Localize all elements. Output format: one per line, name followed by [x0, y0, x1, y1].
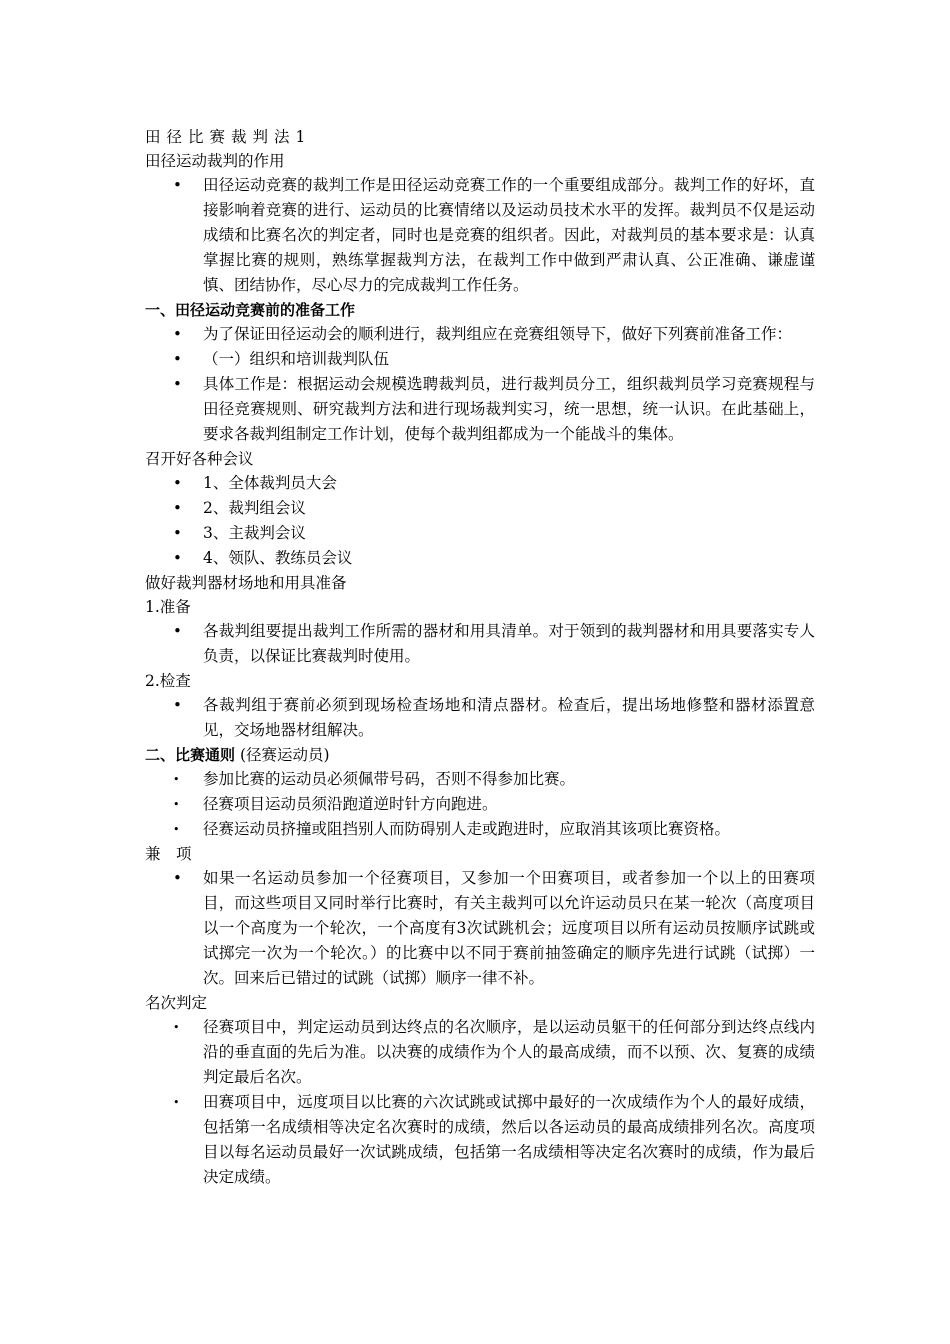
bullet-icon: •	[173, 1021, 180, 1034]
section-heading-note: (径赛运动员)	[235, 746, 330, 764]
bullet-icon: •	[173, 176, 182, 194]
list-item-text: 径赛项目运动员须沿跑道逆时针方向跑进。	[203, 795, 498, 813]
list-item-text: 各裁判组要提出裁判工作所需的器材和用具清单。对于领到的裁判器材和用具要落实专人负责，以保证比赛裁判时使用。	[203, 622, 815, 665]
list-item-text: 1、全体裁判员大会	[203, 474, 337, 492]
list-item-text: 田径运动竞赛的裁判工作是田径运动竞赛工作的一个重要组成部分。裁判工作的好坏，直接影响着竞赛的进行、运动员的比赛情绪以及运动员技术水平的发挥。裁判员不仅是运动成绩和比赛名次的判定者，同时也是竞赛的组织者。因此，对裁判员的基本要求是：认真掌握比赛的规则，熟练掌握裁判方法，在裁判工作中做到严肃认真、公正准确、谦虚谨慎、团结协作，尽心尽力的完成裁判工作任务。	[203, 176, 815, 294]
bullet-icon: •	[173, 499, 182, 517]
bullet-list	[145, 693, 815, 743]
list-item-text: 2、裁判组会议	[203, 499, 306, 517]
list-item	[145, 1015, 815, 1090]
list-item	[145, 471, 815, 496]
list-item-text: 径赛项目中，判定运动员到达终点的名次顺序，是以运动员躯干的任何部分到达终点线内沿的垂直面的先后为准。以决赛的成绩作为个人的最高成绩，而不以预、次、复赛的成绩判定最后名次。	[203, 1018, 815, 1086]
bullet-icon: •	[173, 798, 180, 811]
bullet-icon: •	[173, 524, 182, 542]
list-item-text: 为了保证田径运动会的顺利进行，裁判组应在竞赛组领导下，做好下列赛前准备工作：	[203, 325, 793, 343]
bullet-icon: •	[173, 1096, 180, 1109]
document-page	[145, 125, 815, 1190]
bullet-list	[145, 1015, 815, 1190]
bullet-icon: •	[173, 622, 182, 640]
list-item	[145, 347, 815, 372]
list-item	[145, 817, 815, 842]
list-item-text: 3、主裁判会议	[203, 524, 306, 542]
list-item	[145, 372, 815, 447]
list-item-text: 径赛运动员挤撞或阻挡别人而防碍别人走或跑进时，应取消其该项比赛资格。	[203, 820, 731, 838]
list-item	[145, 866, 815, 991]
bullet-list	[145, 173, 815, 298]
subsection-heading: 1.准备	[145, 598, 191, 616]
list-item	[145, 693, 815, 743]
list-item	[145, 619, 815, 669]
subsection-heading: 2.检查	[145, 672, 191, 690]
section-heading: 召开好各种会议	[145, 450, 254, 468]
list-item-text: （一）组织和培训裁判队伍	[203, 350, 390, 368]
bullet-icon: •	[173, 823, 180, 836]
bullet-icon: •	[173, 773, 180, 786]
bullet-icon: •	[173, 474, 182, 492]
list-item	[145, 792, 815, 817]
list-item	[145, 767, 815, 792]
bullet-list	[145, 767, 815, 842]
list-item-text: 各裁判组于赛前必须到现场检查场地和清点器材。检查后，提出场地修整和器材添置意见，交场地器材组解决。	[203, 696, 815, 739]
bullet-list	[145, 866, 815, 991]
list-item	[145, 546, 815, 571]
bullet-list	[145, 322, 815, 447]
section-heading	[145, 743, 815, 767]
list-item-text: 参加比赛的运动员必须佩带号码，否则不得参加比赛。	[203, 770, 576, 788]
bullet-icon: •	[173, 696, 182, 714]
bullet-icon: •	[173, 869, 182, 887]
list-item	[145, 521, 815, 546]
list-item-text: 具体工作是：根据运动会规模选聘裁判员，进行裁判员分工，组织裁判员学习竞赛规程与田径竞赛规则、研究裁判方法和进行现场裁判实习，统一思想，统一认识。在此基础上，要求各裁判组制定工作计划，使每个裁判组都成为一个能战斗的集体。	[203, 375, 815, 443]
list-item	[145, 173, 815, 298]
bullet-icon: •	[173, 375, 182, 393]
section-heading: 做好裁判器材场地和用具准备	[145, 574, 347, 592]
list-item	[145, 1090, 815, 1190]
list-item	[145, 322, 815, 347]
bullet-list	[145, 471, 815, 571]
document-title: 田径比赛裁判法1	[145, 128, 312, 146]
section-heading-bold: 二、比赛通则	[145, 746, 236, 764]
bullet-icon: •	[173, 350, 182, 368]
bullet-list	[145, 619, 815, 669]
section-heading: 一、田径运动竞赛前的准备工作	[145, 301, 356, 319]
list-item-text: 如果一名运动员参加一个径赛项目，又参加一个田赛项目，或者参加一个以上的田赛项目，而这些项目又同时举行比赛时，有关主裁判可以允许运动员只在某一轮次（高度项目以一个高度为一个轮次，一个高度有3次试跳机会；远度项目以所有运动员按顺序试跳或试掷完一次为一个轮次。）的比赛中以不同于赛前抽签确定的顺序先进行试跳（试掷）一次。回来后已错过的试跳（试掷）顺序一律不补。	[203, 869, 815, 987]
bullet-icon: •	[173, 325, 182, 343]
section-heading: 田径运动裁判的作用	[145, 152, 285, 170]
list-item-text: 田赛项目中，远度项目以比赛的六次试跳或试掷中最好的一次成绩作为个人的最好成绩，包括第一名成绩相等决定名次赛时的成绩，然后以各运动员的最高成绩排列名次。高度项目以每名运动员最好一次试跳成绩，包括第一名成绩相等决定名次赛时的成绩，作为最后决定成绩。	[203, 1093, 815, 1186]
section-heading: 名次判定	[145, 994, 208, 1012]
section-heading: 兼 项	[145, 845, 192, 863]
list-item	[145, 496, 815, 521]
list-item-text: 4、领队、教练员会议	[203, 549, 353, 567]
bullet-icon: •	[173, 549, 182, 567]
